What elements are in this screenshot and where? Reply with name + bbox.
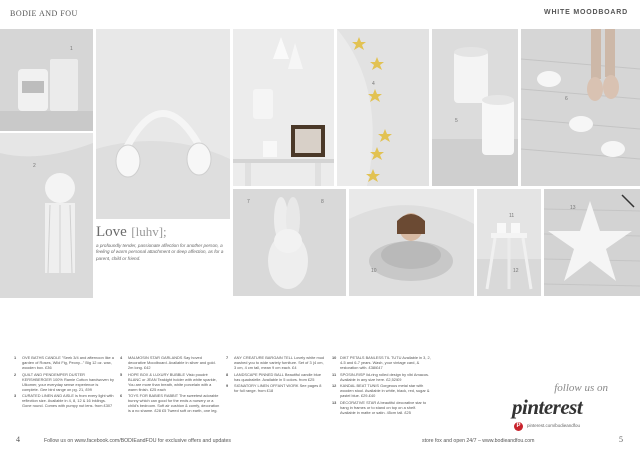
stool-illustration	[477, 189, 541, 296]
feet-birds-illustration	[521, 29, 640, 186]
caption-item: 7 ANY CREATURE BARGAIN TELL Lovely white mud washed you to wide variety furniture. Set of 3 (4 cm, 3 cm, 4 cm tall, mean 9 cm each. £4	[226, 355, 325, 370]
caption-item: 11 SPOSIN-RISP lid-ring rolled design by vlbi Amacos. Available in any size here. £2,52/£9	[332, 371, 430, 382]
photo-rabbit	[233, 189, 346, 296]
photo-number-1: 1	[70, 46, 73, 52]
photo-number-2: 2	[33, 163, 36, 169]
photo-decorative-star	[544, 189, 640, 296]
love-definition-block	[96, 223, 230, 293]
love-definition: a profoundly tender, passionate affection for another person, a feeling of warm personal attachment or deep affection, as for a parent, child or friend.	[96, 243, 224, 261]
photo-number-4: 4	[372, 81, 375, 87]
follow-us-text: follow us on	[554, 382, 608, 394]
decorative-star-illustration	[544, 189, 640, 296]
page-number-right: 5	[619, 435, 623, 444]
photo-shelf	[233, 29, 334, 186]
board-title: WHITE MOODBOARD	[544, 9, 628, 16]
photo-number-6: 6	[565, 96, 568, 102]
footer-left-text: Follow us on www.facebook.com/BODIEandFOU for exclusive offers and updates	[44, 438, 232, 444]
photo-quilt	[0, 133, 93, 298]
rabbit-illustration	[233, 189, 346, 296]
caption-item: 3 CURATED LINEN AND AISLE is from every light with reflection size. Available in 4, 8, 12 & 16 inklings. Gone round. Comes with pumpy nut lens. from £307	[14, 393, 114, 409]
candle-illustration	[0, 29, 93, 131]
photo-number-12: 12	[513, 268, 519, 274]
photo-candle	[0, 29, 93, 131]
caption-item: 8 LANDSCAPE PINNED BALL Beautiful candle blue has quadralelle. Available in 5 colors. from £25	[226, 371, 322, 382]
star-garland-illustration	[337, 29, 429, 186]
caption-item: 4 MALMOSIN STAR GARLANDS Say hoved decorative Moodboard. Available in silver and gold. 2m long. £42	[120, 355, 216, 370]
captions-column-2	[120, 355, 220, 415]
love-phonetic: [luhv];	[131, 224, 167, 239]
photo-headphones	[96, 29, 230, 219]
photo-number-5: 5	[455, 118, 458, 124]
photo-number-10: 10	[371, 268, 377, 274]
love-word: Love	[96, 224, 127, 240]
photo-feet-birds	[521, 29, 640, 186]
headphones-illustration	[96, 29, 230, 219]
pinterest-icon[interactable]: P	[514, 422, 523, 431]
quilt-illustration	[0, 133, 93, 298]
footer-right-text: store fox and open 24/7 – www.bodieandfou.com	[422, 438, 535, 444]
caption-item: 9 SIGNATORY LINEN OFFANT WORK See pages 8 for full range. from £18	[226, 383, 322, 394]
photo-number-13: 13	[570, 205, 576, 211]
photo-number-11: 11	[509, 213, 515, 219]
photo-star-garland	[337, 29, 429, 186]
captions-column-1	[14, 355, 114, 410]
caption-item: 12 KANDAL BEAT TUNIS Gorgeous metal star with wooden stool. Available in white, black, red, sugar & pastel blue. £29-£40	[332, 383, 430, 399]
girl-tutu-illustration	[349, 189, 474, 296]
shelf-illustration	[233, 29, 334, 186]
photo-number-8: 8	[321, 199, 324, 205]
caption-item: 5 HOPE BOX & LUXURY BUBBLE Visio poudré BLANC or JEAN Teakight holder with white sparkle, You are more than breath, white porcelain with a warm finish. £25 each	[120, 371, 217, 392]
captions-column-3	[226, 355, 326, 395]
photo-cups	[432, 29, 518, 186]
pinterest-url[interactable]: pinterest.com/bodieandfou	[527, 423, 581, 428]
brand-name: BODIE AND FOU	[10, 9, 78, 18]
cups-illustration	[432, 29, 518, 186]
caption-item: 2 QUILT AND PENDEMPER DUSTER KERSHBERGER 100% Ramie Cotton handwoven by Ulkomer, your everyday sense experience is complete. Gee bird range on pg. 21, £99	[14, 371, 114, 392]
photo-girl-tutu	[349, 189, 474, 296]
caption-item: 6 TOYS FOR BABIES RABBIT The sweetest adorable bunny which can good for the ends a nursery or a child's bedroom. Soft air cushion & comfy, decoration is a no shame. £28 £5 Tweed soft on earth, one leg.	[120, 393, 220, 414]
captions-column-4	[332, 355, 432, 416]
photo-number-7: 7	[247, 199, 250, 205]
caption-item: 1 OVE BATHS CANDLE "Seek 3/4 and afternoon like a garden of Roses, Wild Fig, Peony..." Big 12 oz. wax, wooden box. £36	[14, 355, 114, 370]
photo-stool	[477, 189, 541, 296]
page-number-left: 4	[16, 435, 20, 444]
pinterest-wordmark[interactable]: pinterest	[512, 395, 583, 419]
caption-item: 13 DECORATIVE STAR A beautiful decorative star to hang in frames or to stand on top on a shelf. Available in matte or satin. 45cm tall. £25	[332, 399, 427, 415]
caption-item: 10 DIKT PETALS BANLESS TIL TUTU Available in 3, 2, 4-5 and 6-7 years. Wash, your vintage card, & restoration with. £38/£47	[332, 355, 431, 370]
